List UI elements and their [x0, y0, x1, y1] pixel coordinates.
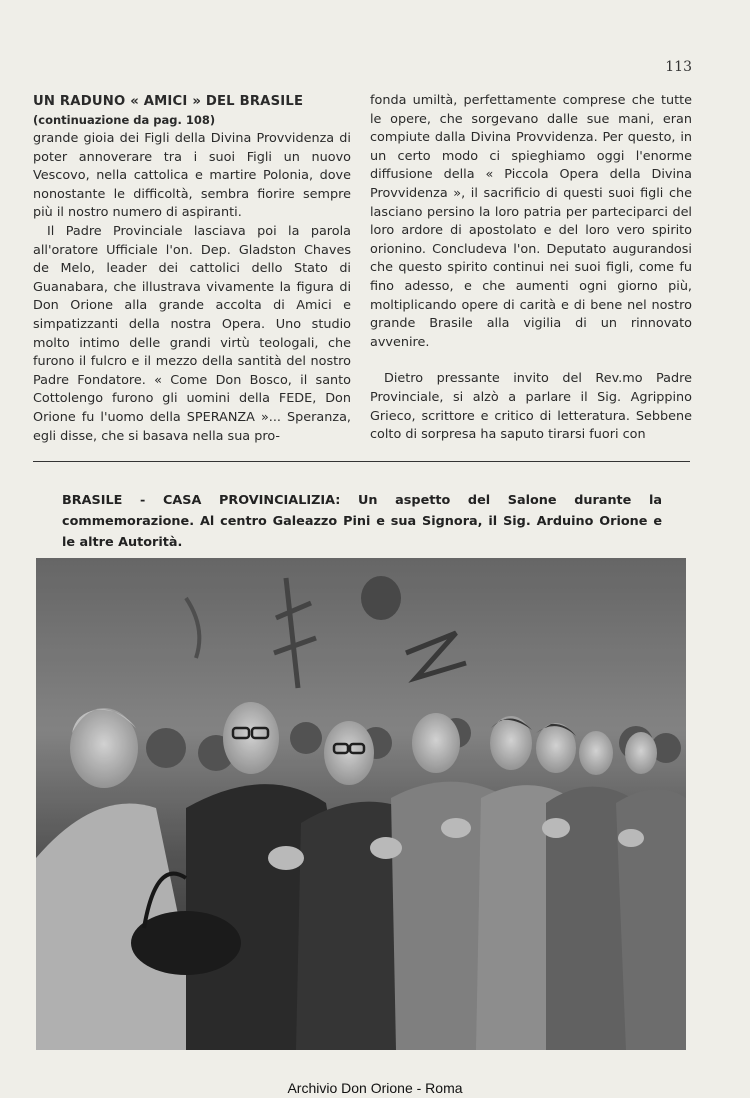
photo-caption: BRASILE - CASA PROVINCIALIZIA: Un aspetto del Salone durante la commemorazione. Al centro Galeazzo Pini e sua Signora, il Sig. Arduino Orione e le altre Autorità.	[62, 493, 662, 550]
article-subtitle: (continuazione da pag. 108)	[33, 113, 216, 127]
article-title: UN RADUNO « AMICI » DEL BRASILE	[33, 94, 304, 109]
paragraph: Dietro pressante invito del Rev.mo Padre Provinciale, si alzò a parlare il Sig. Agrippino Grieco, scrittore e critico di letteratura. Sebbene colto di sorpresa ha saputo tirarsi fuori con	[370, 371, 692, 443]
paragraph: fonda umiltà, perfettamente comprese che tutte le opere, che sorgevano dalle sue mani, eran compiute dalla Divina Provvidenza. Per questo, in un certo modo ci spieghiamo oggi l'enorme diffusione della « Piccola Opera della Divina Provvidenza », il sacrificio di questi suoi figli che lasciano persino la loro patria per parteciparci del loro ardore di apostolato e del loro vero spirito orionino. Concludeva l'on. Deputato augurandosi che questo spirito continui nei suoi figli, come fu fino adesso, e che aumenti ogni giorno più, moltiplicando opere di carità e di bene nel nostro grande Brasile alla vigilia di un rinnovato avvenire.	[370, 93, 692, 350]
section-divider	[33, 461, 690, 462]
photo-illustration	[36, 558, 686, 1050]
page-number: 113	[665, 59, 692, 75]
paragraph: Il Padre Provinciale lasciava poi la parola all'oratore Ufficiale l'on. Dep. Gladston Chaves de Melo, leader dei cattolici dello Stato di Guanabara, che illustrava vivamente la figura di Don Orione alla grande accolta di Amici e simpatizzanti della nostra Opera. Uno studio molto intimo delle grandi virtù teologali, che furono il fulcro e il mezzo della santità del nostro Padre Fondatore. « Come Don Bosco, il santo Cottolengo furono gli uomini della FEDE, Don Orione fu l'uomo della SPERANZA »... Speranza, egli disse, che si basava nella sua pro-	[33, 223, 351, 444]
paragraph: grande gioia dei Figli della Divina Provvidenza di poter annoverare tra i suoi Figli un nuovo Vescovo, nella cattolica e martire Polonia, dove nonostante le difficoltà, sembra fiorire sempre più il nostro numero di aspiranti.	[33, 131, 351, 221]
archive-footer: Archivio Don Orione - Roma	[287, 1080, 463, 1096]
article-column-left	[33, 92, 351, 446]
audience-photograph	[36, 558, 686, 1050]
article-column-right	[370, 92, 692, 445]
